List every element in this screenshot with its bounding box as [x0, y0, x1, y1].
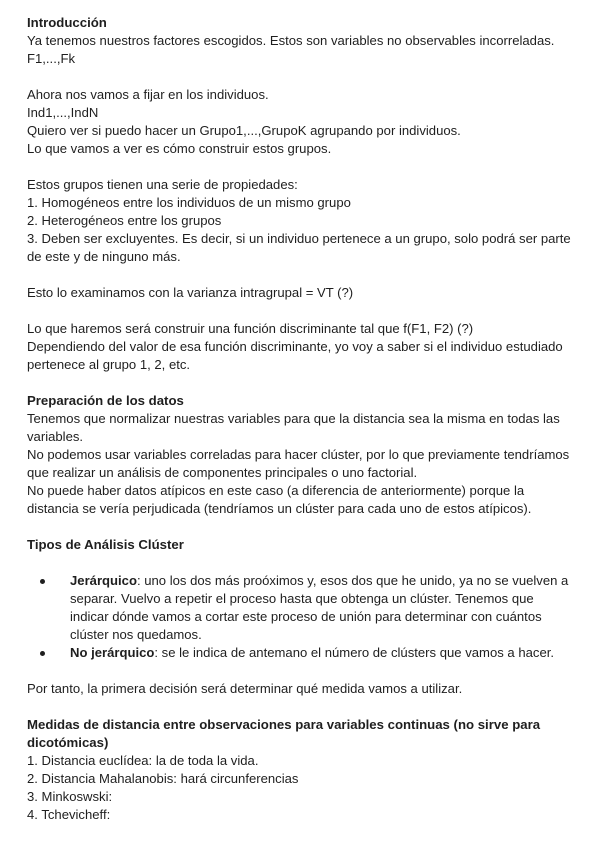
tipos-list: [27, 572, 573, 662]
paragraph: Ind1,...,IndN: [27, 105, 99, 120]
property-item: 3. Deben ser excluyentes. Es decir, si un individuo pertenece a un grupo, solo podrá ser parte de este y de ninguno más.: [27, 231, 571, 264]
property-item: 1. Homogéneos entre los individuos de un mismo grupo: [27, 195, 351, 210]
paragraph: Lo que haremos será construir una función discriminante tal que f(F1, F2) (?): [27, 321, 474, 336]
paragraph: Estos grupos tienen una serie de propiedades:: [27, 177, 298, 192]
list-item: 3. Minkoswski:: [27, 789, 113, 804]
section-introduccion: [27, 14, 573, 374]
section-preparacion: [27, 392, 573, 518]
description: : se le indica de antemano el número de clústers que vamos a hacer.: [154, 645, 554, 660]
list-item: [70, 644, 573, 662]
term: Jerárquico: [70, 573, 137, 588]
paragraph: Dependiendo del valor de esa función discriminante, yo voy a saber si el individuo estudiado pertenece al grupo 1, 2, etc.: [27, 339, 563, 372]
bullet-icon: [40, 651, 45, 656]
paragraph: Esto lo examinamos con la varianza intragrupal = VT (?): [27, 285, 354, 300]
paragraph: No podemos usar variables correladas para hacer clúster, por lo que previamente tendríamos que realizar un análisis de componentes principales o uno factorial.: [27, 447, 570, 480]
heading-introduccion: Introducción: [27, 15, 107, 30]
paragraph: Ya tenemos nuestros factores escogidos. Estos son variables no observables incorreladas.: [27, 33, 555, 48]
section-medidas: [27, 716, 573, 824]
paragraph: Tenemos que normalizar nuestras variables para que la distancia sea la misma en todas las variables.: [27, 411, 560, 444]
list-item: 4. Tchevicheff:: [27, 807, 111, 822]
section-tipos: [27, 536, 573, 698]
list-item: [70, 572, 573, 644]
paragraph: Quiero ver si puedo hacer un Grupo1,...,GrupoK agrupando por individuos.: [27, 123, 461, 138]
paragraph: Ahora nos vamos a fijar en los individuos.: [27, 87, 269, 102]
heading-preparacion: Preparación de los datos: [27, 393, 184, 408]
list-item: 1. Distancia euclídea: la de toda la vida.: [27, 753, 259, 768]
term: No jerárquico: [70, 645, 155, 660]
paragraph: Por tanto, la primera decisión será determinar qué medida vamos a utilizar.: [27, 681, 463, 696]
list-item: 2. Distancia Mahalanobis: hará circunferencias: [27, 771, 299, 786]
heading-medidas: Medidas de distancia entre observaciones para variables continuas (no sirve para dicotómicas): [27, 717, 541, 750]
bullet-icon: [40, 579, 45, 584]
description: : uno los dos más proóximos y, esos dos que he unido, ya no se vuelven a separar. Vuelvo a repetir el proceso hasta que obtenga un clúster. Tenemos que indicar dónde vamos a cortar este proceso de unión para determinar con cuántos clúster nos quedamos.: [70, 573, 569, 642]
paragraph: Lo que vamos a ver es cómo construir estos grupos.: [27, 141, 332, 156]
property-item: 2. Heterogéneos entre los grupos: [27, 213, 222, 228]
paragraph: No puede haber datos atípicos en este caso (a diferencia de anteriormente) porque la distancia se vería perjudicada (tendríamos un clúster para cada uno de estos atípicos).: [27, 483, 532, 516]
paragraph: F1,...,Fk: [27, 51, 76, 66]
heading-tipos: Tipos de Análisis Clúster: [27, 537, 184, 552]
